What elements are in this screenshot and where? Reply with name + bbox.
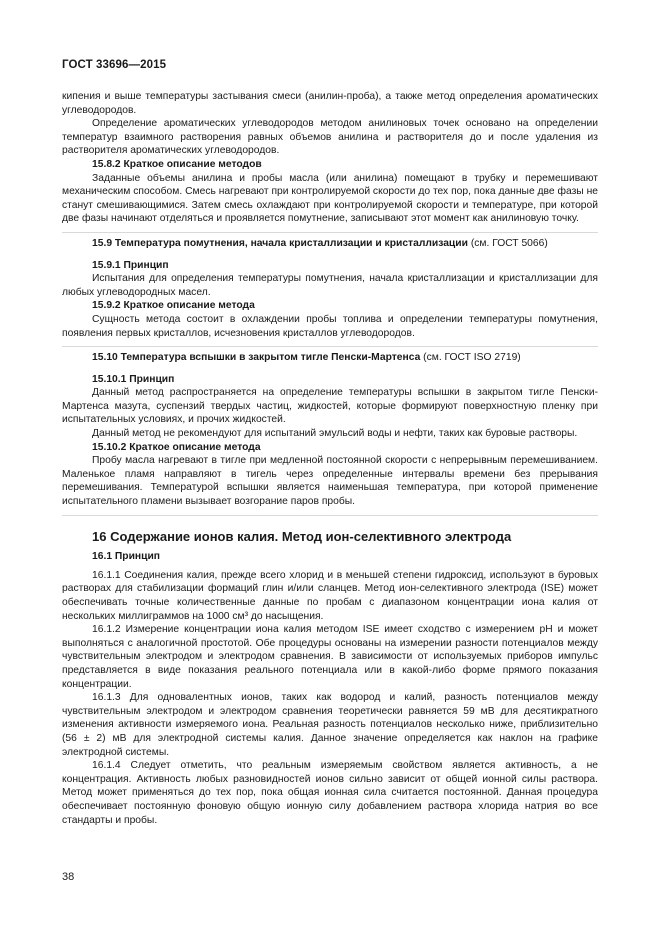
paragraph: Испытания для определения температуры помутнения, начала кристаллизации и кристаллизации для любых углеводородных масел. — [62, 273, 598, 298]
section-heading-title: 15.9 Температура помутнения, начала кристаллизации и кристаллизации — [92, 237, 468, 249]
paragraph: 16.1.1 Соединения калия, прежде всего хлорид и в меньшей степени гидроксид, используют в буровых растворах для стабилизации формаций глин и/или сланцев. Метод ион-селективного электрода (ISE) может обеспечивать точные количественные данные по пробам с диапазоном концентрации иона калия от нескольких миллиграммов на 1000 см³ до насыщения. — [62, 569, 598, 622]
page-number: 38 — [62, 871, 75, 883]
subsection-heading: 15.10.1 Принцип — [92, 373, 175, 385]
subsection-heading: 15.8.2 Краткое описание методов — [92, 158, 262, 170]
paragraph: Заданные объемы анилина и пробы масла (или анилина) помещают в трубку и перемешивают механическим способом. Смесь нагревают при контролируемой скорости до тех пор, пока данные две фазы не станут смешивающимися. Затем смесь охлаждают при контролируемой скорости и температуре, при которой две фазы начинают отделяться и проявляется помутнение, записывают этот момент как анилиновую точку. — [62, 172, 598, 233]
document-header: ГОСТ 33696—2015 — [62, 59, 167, 71]
subsection-heading: 15.9.1 Принцип — [92, 259, 169, 271]
subsection-heading: 16.1 Принцип — [92, 551, 161, 563]
section-heading — [62, 237, 598, 251]
paragraph: 16.1.2 Измерение концентрации иона калия методом ISE имеет сходство с измерением рН и может выполняться с аналогичной простотой. Обе процедуры основаны на измерении разности потенциалов между чувствительным электродом и электродом сравнения. В зависимости от используемых приборов импульс представляется в виде показания реального потенциала или в какой-либо форме прямого показания концентрации. — [62, 624, 598, 690]
paragraph: кипения и выше температуры застывания смеси (анилин-проба), а также метод определения ароматических углеводородов. — [62, 91, 598, 116]
chapter-heading: 16 Содержание ионов калия. Метод ион-селективного электрода — [92, 528, 512, 544]
paragraph: Данный метод не рекомендуют для испытаний эмульсий воды и нефти, таких как буровые растворы. — [92, 428, 578, 440]
subsection-heading: 15.9.2 Краткое описание метода — [92, 300, 255, 312]
paragraph: 16.1.4 Следует отметить, что реальным измеряемым свойством является активность, а не концентрация. Активность любых разновидностей ионов сильно зависит от общей ионной силы раствора. Метод может применяться до тех пор, пока общая ионная сила считается постоянной. Данная процедура обеспечивает постоянную фоновую общую ионную силу добавлением раствора хлорида натрия во все стандарты и пробы. — [62, 760, 598, 826]
page-body — [62, 90, 598, 827]
standard-reference: (см. ГОСТ 5066) — [470, 237, 548, 249]
section-heading-title: 15.10 Температура вспышки в закрытом тигле Пенски-Мартенса — [92, 352, 421, 364]
subsection-heading: 15.10.2 Краткое описание метода — [92, 441, 261, 453]
standard-reference: (см. ГОСТ ISO 2719) — [423, 352, 521, 364]
paragraph: Определение ароматических углеводородов методом анилиновых точек основано на определении температур взаимного растворения равных объемов анилина и растворителя до и после удаления из растворителя ароматических углеводородов. — [62, 118, 598, 157]
paragraph: 16.1.3 Для одновалентных ионов, таких как водород и калий, разность потенциалов между чувствительным электродом и электродом сравнения теоретически равняется 59 мВ для десятикратного изменения активности измеряемого иона. Реальная разность потенциалов несколько ниже, приблизительно (56 ± 2) мВ для электродной системы калия. Данное значение определяется как наклон на графике электродной системы. — [62, 692, 598, 758]
paragraph: Сущность метода состоит в охлаждении пробы топлива и определении температуры помутнения, появления первых кристаллов, исчезновения кристаллов углеводородов. — [62, 313, 598, 347]
paragraph: Пробу масла нагревают в тигле при медленной постоянной скорости с непрерывным перемешиванием. Маленькое пламя направляют в тигель через определенные интервалы времени без прерывания перемешивания. Температурой вспышки является наименьшая температура, при которой применение испытательного пламени вызывает возгорание паров пробы. — [62, 454, 598, 515]
section-heading — [62, 351, 598, 365]
paragraph: Данный метод распространяется на определение температуры вспышки в закрытом тигле Пенски-Мартенса мазута, суспензий твердых частиц, жидкостей, которые формируют поверхностную пленку при испытательных условиях, и прочих жидкостей. — [62, 387, 598, 426]
